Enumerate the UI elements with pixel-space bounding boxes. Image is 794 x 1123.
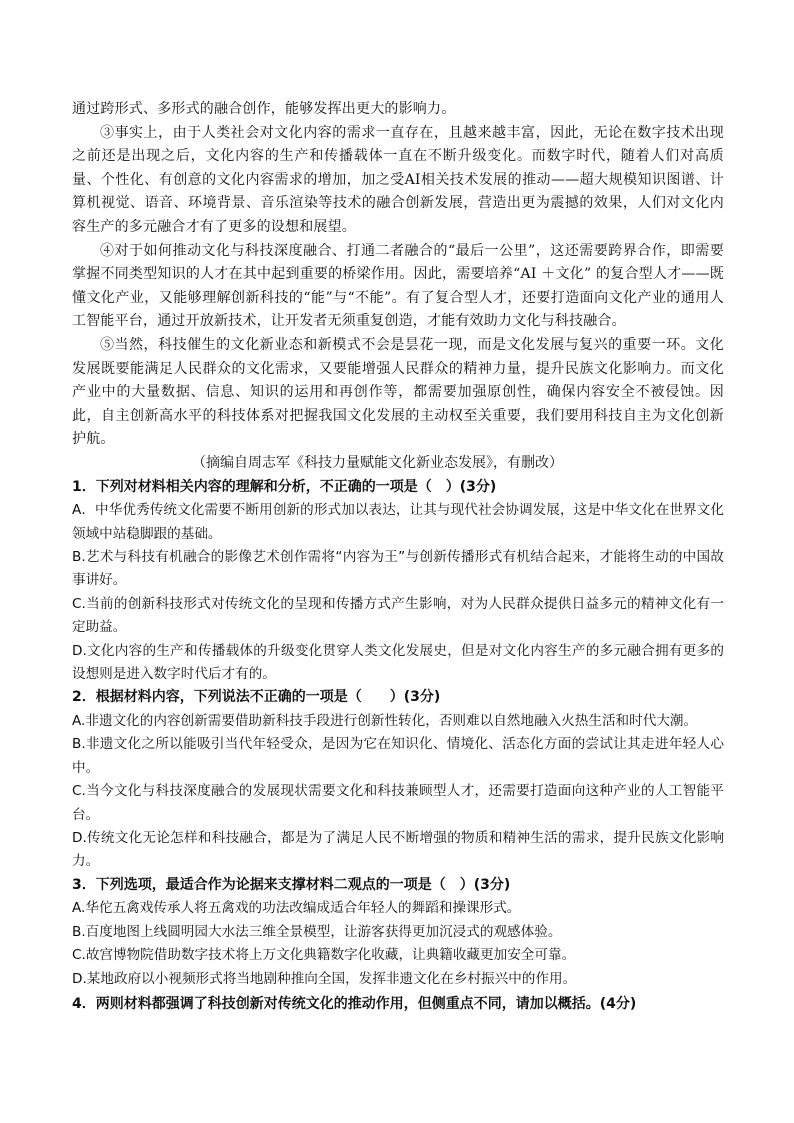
option-a: A.非遗文化的内容创新需要借助新科技手段进行创新性转化，否则难以自然地融入火热生活和时代大潮。 — [72, 712, 698, 729]
question-stem: 1．下列对材料相关内容的理解和分析，不正确的一项是（ ）(3分) — [72, 478, 497, 495]
option-b: B.艺术与科技有机融合的影像艺术创作需将“内容为王”与创新传播形式有机结合起来，才能将生动的中国故事讲好。 — [72, 548, 724, 589]
question-stem: 3．下列选项，最适合作为论据来支撑材料二观点的一项是（ ）(3分) — [72, 876, 511, 893]
passage-paragraph-5: ⑤当然，科技催生的文化新业态和新模式不会是昙花一现，而是文化发展与复兴的重要一环。文化发展既要能满足人民群众的文化需求，又要能增强人民群众的精神力量，提升民族文化影响力。而文化产业中的大量数据、信息、知识的运用和再创作等，都需要加强原创性，确保内容安全不被侵蚀。因此，自主创新高水平的科技体系对把握我国文化发展的主动权至关重要，我们要用科技自主为文化创新护航。 — [72, 336, 724, 448]
question-1 — [72, 476, 724, 687]
passage-paragraph-3: ③事实上，由于人类社会对文化内容的需求一直存在，且越来越丰富，因此，无论在数字技术出现之前还是出现之后，文化内容的生产和传播载体一直在不断升级变化。而数字时代，随着人们对高质量、个性化、有创意的文化内容需求的增加，加之受AI相关技术发展的推动——超大规模知识图谱、计算机视觉、语音、环境背景、音乐渲染等技术的融合创新发展，营造出更为震撼的效果，人们对文化内容生产的多元融合才有了更多的设想和展望。 — [72, 124, 724, 235]
passage-paragraph-2-end: 通过跨形式、多形式的融合创作，能够发挥出更大的影响力。 — [72, 101, 456, 117]
option-d: D.某地政府以小视频形式将当地剧种推向全国，发挥非遗文化在乡村振兴中的作用。 — [72, 970, 577, 987]
option-b: B.百度地图上线圆明园大水法三维全景模型，让游客获得更加沉浸式的观感体验。 — [72, 923, 562, 940]
option-a: A.华佗五禽戏传承人将五禽戏的功法改编成适合年轻人的舞蹈和操课形式。 — [72, 900, 521, 917]
question-4 — [72, 993, 724, 1017]
question-2 — [72, 686, 724, 873]
option-c: C.当今文化与科技深度融合的发展现状需要文化和科技兼顾型人才，还需要打造面向这种产业的人工智能平台。 — [72, 783, 724, 823]
passage-source: （摘编自周志军《科技力量赋能文化新业态发展》，有删改） — [192, 454, 563, 471]
option-b: B.非遗文化之所以能吸引当代年轻受众，是因为它在知识化、情境化、活态化方面的尝试让其走进年轻人心中。 — [72, 736, 724, 776]
exam-page — [72, 98, 724, 1017]
option-d: D.文化内容的生产和传播载体的升级变化贯穿人类文化发展史，但是对文化内容生产的多元融合拥有更多的设想则是进入数字时代后才有的。 — [72, 642, 724, 682]
option-c: C.当前的创新科技形式对传统文化的呈现和传播方式产生影响，对为人民群众提供日益多元的精神文化有一定助益。 — [72, 595, 724, 636]
question-stem: 2．根据材料内容，下列说法不正确的一项是（ ）(3分) — [72, 689, 441, 706]
question-stem: 4．两则材料都强调了科技创新对传统文化的推动作用，但侧重点不同，请加以概括。(4分) — [72, 996, 637, 1012]
question-3 — [72, 874, 724, 991]
option-c: C.故宫博物院借助数字技术将上万文化典籍数字化收藏，让典籍收藏更加安全可靠。 — [72, 947, 576, 964]
option-d: D.传统文化无论怎样和科技融合，都是为了满足人民不断增强的物质和精神生活的需求，提升民族文化影响力。 — [72, 829, 724, 870]
option-a: A．中华优秀传统文化需要不断用创新的形式加以表达，让其与现代社会协调发展，这是中华文化在世界文化领域中站稳脚跟的基础。 — [72, 502, 724, 542]
passage-paragraph-4: ④对于如何推动文化与科技深度融合、打通二者融合的“最后一公里”，这还需要跨界合作，即需要掌握不同类型知识的人才在其中起到重要的桥梁作用。因此，需要培养“AI ＋文化” 的复合型人才——既懂文化产业，又能够理解创新科技的“能”与“不能”。有了复合型人才，还要打造面向文化产业的通用人工智能平台，通过开放新技术，让开发者无须重复创造，才能有效助力文化与科技融合。 — [72, 242, 724, 330]
